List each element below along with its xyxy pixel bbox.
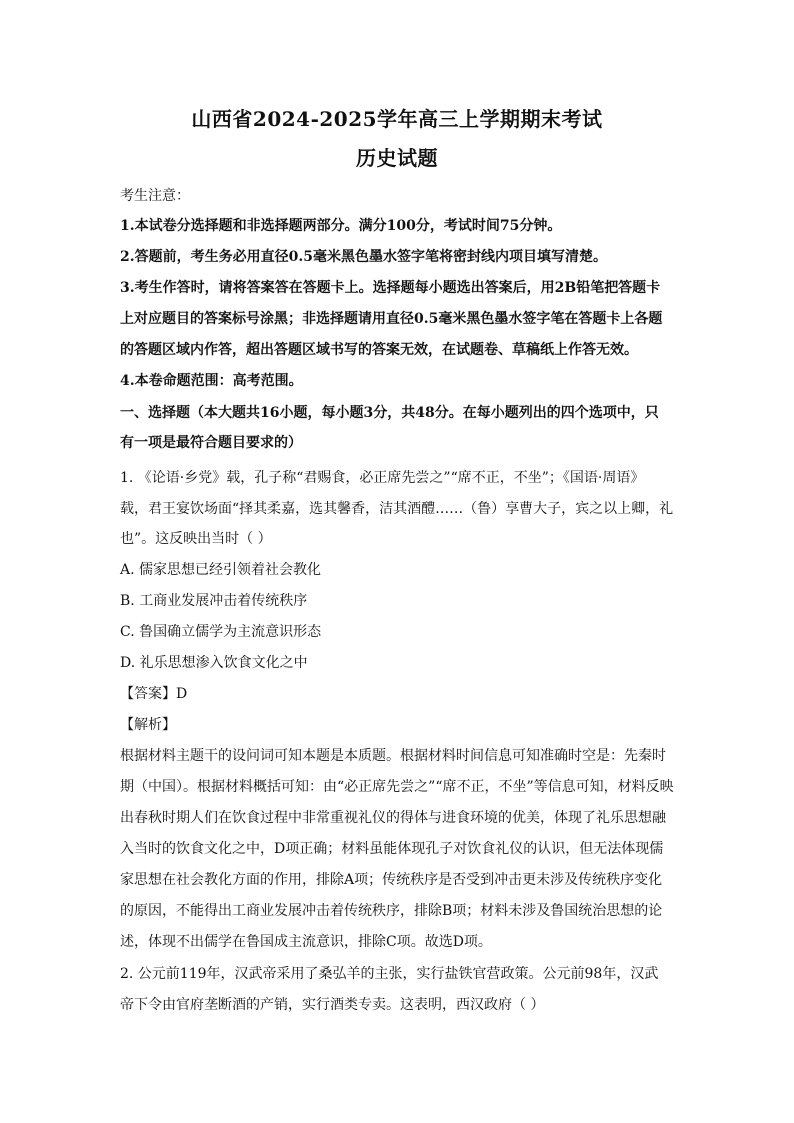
note-line: 3.考生作答时，请将答案答在答题卡上。选择题每小题选出答案后，用2B铅笔把答题卡	[120, 280, 661, 296]
analysis-line: 出春秋时期人们在饮食过程中非常重视礼仪的得体与进食环境的优美，体现了礼乐思想融	[120, 810, 666, 826]
note-line: 2.答题前，考生务必用直径0.5毫米黑色墨水签字笔将密封线内项目填写清楚。	[120, 249, 607, 265]
notes-heading: 考生注意：	[120, 188, 190, 204]
option-c: C. 鲁国确立儒学为主流意识形态	[120, 624, 322, 640]
option-b: B. 工商业发展冲击着传统秩序	[120, 593, 308, 609]
question-stem: 载，君王宴饮场面“择其柔嘉，选其馨香，洁其酒醴……（鲁）享曹大子，宾之以上卿，礼	[120, 501, 674, 517]
note-line: 4.本卷命题范围：高考范围。	[120, 373, 303, 389]
question-stem: 也”。这反映出当时（ ）	[120, 531, 272, 547]
question-stem: 1. 《论语·乡党》载，孔子称“君赐食，必正席先尝之”“席不正，不坐”；《国语·周语》	[120, 470, 645, 486]
analysis-line: 入当时的饮食文化之中，D项正确；材料虽能体现孔子对饮食礼仪的认识，但无法体现儒	[120, 841, 664, 857]
question-stem: 帝下令由官府垄断酒的产销，实行酒类专卖。这表明，西汉政府（ ）	[120, 997, 545, 1013]
exam-title: 山西省2024-2025学年高三上学期期末考试	[191, 107, 603, 131]
note-line: 的答题区域内作答，超出答题区域书写的答案无效，在试题卷、草稿纸上作答无效。	[120, 342, 638, 358]
option-a: A. 儒家思想已经引领着社会教化	[120, 562, 322, 578]
note-line: 上对应题目的答案标号涂黑；非选择题请用直径0.5毫米黑色墨水签字笔在答题卡上各题	[120, 311, 663, 327]
section-heading: 有一项是最符合题目要求的）	[120, 435, 302, 451]
analysis-line: 家思想在社会教化方面的作用，排除A项；传统秩序是否受到冲击更未涉及传统秩序变化	[120, 872, 663, 888]
analysis-line: 根据材料主题干的设问词可知本题是本质题。根据材料时间信息可知准确时空是：先秦时	[120, 748, 666, 764]
note-line: 1.本试卷分选择题和非选择题两部分。满分100分，考试时间75分钟。	[120, 218, 562, 234]
analysis-line: 期（中国）。根据材料概括可知：由“必正席先尝之”“席不正，不坐”等信息可知，材料反映	[120, 779, 674, 795]
section-heading: 一、选择题（本大题共16小题，每小题3分，共48分。在每小题列出的四个选项中，只	[120, 405, 659, 421]
analysis-label: 【解析】	[120, 717, 176, 733]
option-d: D. 礼乐思想渗入饮食文化之中	[120, 655, 308, 671]
answer-label: 【答案】D	[120, 686, 188, 702]
question-stem: 2. 公元前119年，汉武帝采用了桑弘羊的主张，实行盐铁官营政策。公元前98年，汉武	[120, 966, 659, 982]
analysis-line: 述，体现不出儒学在鲁国成主流意识，排除C项。故选D项。	[120, 934, 492, 950]
exam-subject: 历史试题	[356, 146, 438, 170]
analysis-line: 的原因，不能得出工商业发展冲击着传统秩序，排除B项；材料未涉及鲁国统治思想的论	[120, 903, 663, 919]
